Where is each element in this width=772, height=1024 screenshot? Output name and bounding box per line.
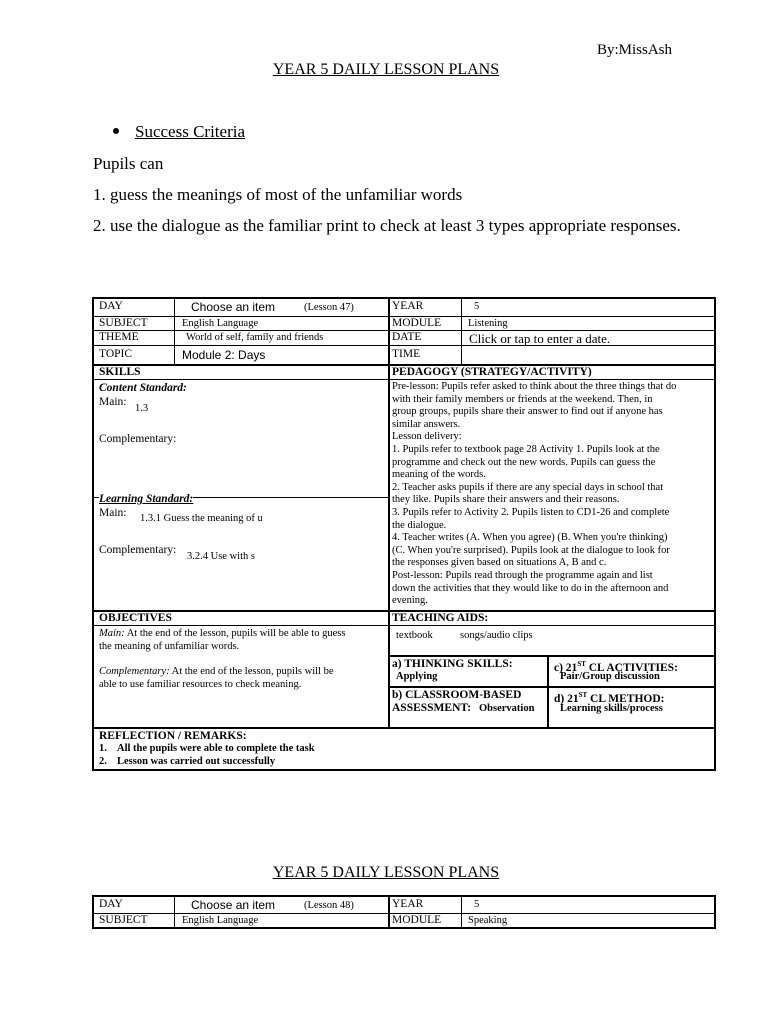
lesson-number-2: (Lesson 48) [304,900,354,911]
ls-main-label: Main: [99,507,127,519]
theme-label: THEME [99,331,139,343]
pedagogy-line: Lesson delivery: [392,431,462,443]
pedagogy-line: 2. Teacher asks pupils if there are any special days in school that [392,481,664,493]
day-dropdown-2[interactable]: Choose an item [191,898,276,912]
day-label-2: DAY [99,898,123,910]
reflection-text: All the pupils were able to complete the task [117,743,315,754]
pedagogy-line: Post-lesson: Pupils read through the programme again and list [392,569,653,581]
pedagogy-line: 4. Teacher writes (A. When you agree) (B. When you're thinking) [392,532,668,544]
pedagogy-header: PEDAGOGY (STRATEGY/ACTIVITY) [392,366,592,378]
reflection-text: Lesson was carried out successfully [117,756,276,767]
objectives-header: OBJECTIVES [99,612,172,624]
cs-main-label: Main: [99,396,127,408]
subject-label: SUBJECT [99,317,148,329]
reflection-item-2: 2. Lesson was carried out successfully [99,756,276,767]
ls-main-value[interactable]: 1.3.1 Guess the meaning of u [140,513,263,524]
pedagogy-line: with their family members or friends at the weekend. Then, in [392,393,653,405]
pedagogy-line: (C. When you're surprised). Pupils look at the dialogue to look for [392,544,670,556]
obj-comp-text: At the end of the lesson, pupils will be [171,666,334,677]
year-label-2: YEAR [392,898,424,910]
date-label: DATE [392,331,422,343]
pedagogy-line: evening. [392,595,428,607]
bullet-icon [113,128,119,134]
cs-complementary-label: Complementary: [99,433,177,445]
day-label: DAY [99,300,123,312]
lesson-number: (Lesson 47) [304,302,354,313]
objective-complementary [99,666,333,691]
cl-method-pre: d) 21 [554,692,579,705]
cl-activities-pre: c) 21 [554,661,578,674]
lesson-plan-table-48 [92,895,716,929]
year-value-2[interactable]: 5 [474,899,480,910]
cl-method-sup: ST [578,691,588,699]
cl-method-value[interactable]: Learning skills/process [560,703,663,714]
pedagogy-line: the dialogue. [392,519,447,531]
obj-main-label: Main: [99,628,125,639]
reflection-header: REFLECTION / REMARKS: [99,730,247,742]
content-standard-label: Content Standard: [99,382,187,394]
pedagogy-line: meaning of the words. [392,469,486,481]
reflection-item-1: 1. All the pupils were able to complete the task [99,743,315,754]
assessment-value[interactable]: Observation [479,703,535,714]
module-label-2: MODULE [392,914,442,926]
criteria-item-2: 2. use the dialogue as the familiar print to check at least 3 types appropriate responses. [93,216,681,235]
topic-label: TOPIC [99,348,133,360]
cs-main-value[interactable]: 1.3 [135,403,149,414]
topic-value[interactable]: Module 2: Days [182,348,266,362]
pedagogy-line: 3. Pupils refer to Activity 2. Pupils listen to CD1-26 and complete [392,506,670,518]
date-picker[interactable]: Click or tap to enter a date. [469,331,611,346]
subject-value-2: English Language [182,915,259,926]
criteria-item-1: 1. guess the meanings of most of the unfamiliar words [93,185,463,204]
success-criteria-heading [113,122,245,142]
subject-value: English Language [182,318,259,329]
time-label: TIME [392,348,421,360]
page-title-2: YEAR 5 DAILY LESSON PLANS [272,864,500,881]
cl-activities-value[interactable]: Pair/Group discussion [560,671,660,682]
day-dropdown[interactable]: Choose an item [191,300,276,314]
pedagogy-line: down the activities that they would like to do in the afternoon and [392,582,669,594]
objective-main [99,628,345,653]
obj-main-text: the meaning of unfamiliar words. [99,640,240,652]
pedagogy-line: Pre-lesson: Pupils refer asked to think about the three things that do [392,381,677,392]
thinking-skills-label: a) THINKING SKILLS: [392,658,513,670]
assessment-label-1: b) CLASSROOM-BASED [392,689,522,701]
learning-standard-label: Learning Standard: [99,493,194,505]
pedagogy-line: they like. Pupils share their answers and their reasons. [392,494,620,506]
teaching-aid-1[interactable]: textbook [396,630,433,641]
ls-comp-value[interactable]: 3.2.4 Use with s [187,551,255,562]
pedagogy-line: group groups, pupils share their answer to find out if anyone has [392,406,663,418]
success-criteria-label: Success Criteria [135,122,245,141]
teaching-aid-2[interactable]: songs/audio clips [460,630,533,641]
obj-main-text: At the end of the lesson, pupils will be able to guess [126,628,346,639]
teaching-aids-header: TEACHING AIDS: [392,612,489,624]
pedagogy-line: programme and check out the new words. Pupils can guess the [392,456,656,468]
pedagogy-line: the responses given based on situations A, B and c. [392,557,607,569]
pedagogy-text [392,381,676,608]
year-label: YEAR [392,300,424,312]
cl-activities-post: CL ACTIVITIES: [585,661,678,674]
ls-complementary-label: Complementary: [99,544,177,556]
assessment-label-2: ASSESSMENT: [392,701,472,714]
obj-comp-text: able to use familiar resources to check meaning. [99,678,302,690]
author-credit: By:MissAsh [597,42,673,58]
skills-header: SKILLS [99,366,141,378]
subject-label-2: SUBJECT [99,914,148,926]
thinking-skills-value[interactable]: Applying [396,671,438,682]
pedagogy-line: similar answers. [392,418,461,430]
theme-value[interactable]: World of self, family and friends [186,332,324,343]
year-value[interactable]: 5 [474,301,480,312]
module-value-2[interactable]: Speaking [468,915,508,926]
pedagogy-line: 1. Pupils refer to textbook page 28 Activity 1. Pupils look at the [392,443,660,455]
lesson-plan-table-47 [92,297,716,771]
criteria-intro: Pupils can [93,154,164,173]
page-title: YEAR 5 DAILY LESSON PLANS [272,61,500,78]
cl-activities-sup: ST [577,660,586,668]
module-value[interactable]: Listening [468,318,508,329]
cl-method-post: CL METHOD: [587,692,665,705]
module-label: MODULE [392,317,442,329]
obj-comp-label: Complementary: [99,666,170,677]
